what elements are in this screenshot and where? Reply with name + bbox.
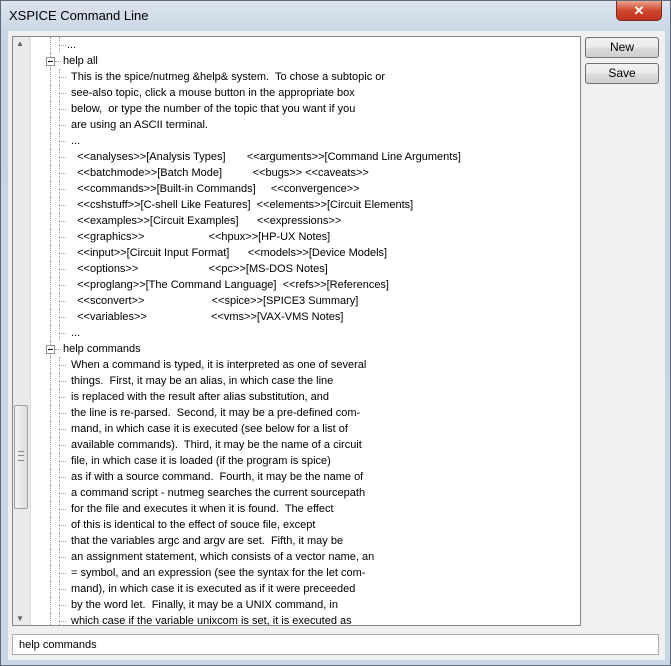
tree-connector (59, 45, 66, 46)
tree-connector (59, 365, 66, 366)
tree-leaf[interactable] (31, 117, 579, 133)
tree-connector (50, 325, 51, 341)
tree-connector (59, 573, 66, 574)
tree-connector (59, 221, 66, 222)
tree-connector (50, 501, 51, 517)
tree-connector (50, 469, 51, 485)
tree-connector (59, 461, 66, 462)
tree-leaf[interactable] (31, 421, 579, 437)
tree-connector (59, 189, 66, 190)
tree-connector (50, 117, 51, 133)
tree-connector (59, 589, 66, 590)
scroll-up-icon[interactable]: ▲ (16, 39, 24, 48)
tree-connector (59, 477, 66, 478)
leaf-text: things. First, it may be an alias, in which case the line (71, 375, 334, 387)
tree-leaf[interactable] (31, 37, 579, 53)
leaf-text: ... (71, 327, 81, 339)
tree-connector (50, 517, 51, 533)
tree-connector (59, 429, 66, 430)
tree-connector (50, 69, 51, 85)
tree-connector (50, 405, 51, 421)
command-input[interactable] (12, 634, 659, 655)
tree-connector (55, 349, 61, 350)
leaf-text: ... (71, 135, 81, 147)
tree-leaf[interactable] (31, 245, 579, 261)
tree-leaf[interactable] (31, 149, 579, 165)
tree-connector (50, 149, 51, 165)
leaf-text: <<options>> <<pc>>[MS-DOS Notes] (71, 263, 328, 275)
leaf-text: are using an ASCII terminal. (71, 119, 208, 131)
tree-connector (59, 93, 66, 94)
tree-connector (59, 77, 66, 78)
tree-leaf[interactable] (31, 469, 579, 485)
leaf-text: which case if the variable unixcom is set, it is executed as (71, 615, 352, 626)
tree-connector (50, 485, 51, 501)
tree-connector (59, 237, 66, 238)
tree-leaf[interactable] (31, 453, 579, 469)
leaf-text: of this is identical to the effect of souce file, except (71, 519, 316, 531)
tree-connector (50, 85, 51, 101)
tree-connector (50, 389, 51, 405)
tree-connector (50, 229, 51, 245)
tree-leaf[interactable] (31, 293, 579, 309)
tree-leaf[interactable] (31, 261, 579, 277)
tree-leaf[interactable] (31, 373, 579, 389)
collapse-icon[interactable] (46, 345, 55, 354)
tree-leaf[interactable] (31, 197, 579, 213)
tree-connector (59, 381, 66, 382)
node-label: help all (63, 55, 98, 67)
collapse-icon[interactable] (46, 57, 55, 66)
tree-connector (50, 293, 51, 309)
tree-connector (50, 565, 51, 581)
tree-connector (50, 533, 51, 549)
tree-leaf[interactable] (31, 101, 579, 117)
leaf-text: <<proglang>>[The Command Language] <<refs>>[References] (71, 279, 389, 291)
tree-connector (50, 133, 51, 149)
leaf-text: <<input>>[Circuit Input Format] <<models>>[Device Models] (71, 247, 388, 259)
tree-leaf[interactable] (31, 613, 579, 626)
tree-connector (50, 165, 51, 181)
tree-connector (50, 581, 51, 597)
tree-leaf[interactable] (31, 85, 579, 101)
tree-leaf[interactable] (31, 597, 579, 613)
leaf-text: is replaced with the result after alias substitution, and (71, 391, 330, 403)
tree-connector (50, 197, 51, 213)
tree-leaf[interactable] (31, 325, 579, 341)
tree-connector (59, 509, 66, 510)
leaf-text: mand, in which case it is executed (see below for a list of (71, 423, 348, 435)
leaf-text: <<cshstuff>>[C-shell Like Features] <<elements>>[Circuit Elements] (71, 199, 414, 211)
tree-connector (50, 245, 51, 261)
tree-connector (59, 109, 66, 110)
tree-connector (50, 613, 51, 626)
tree-node[interactable] (31, 53, 579, 69)
tree-connector (50, 37, 51, 53)
leaf-text: <<batchmode>>[Batch Mode] <<bugs>> <<caveats>> (71, 167, 369, 179)
tree-leaf[interactable] (31, 69, 579, 85)
tree-connector (59, 557, 66, 558)
tree-connector (59, 285, 66, 286)
leaf-text: available commands). Third, it may be the name of a circuit (71, 439, 362, 451)
tree-connector (50, 421, 51, 437)
tree-leaf[interactable] (31, 229, 579, 245)
grip-icon (18, 451, 24, 461)
tree-connector (50, 373, 51, 389)
tree-leaf[interactable] (31, 389, 579, 405)
tree-connector (59, 157, 66, 158)
tree-connector (59, 253, 66, 254)
window-title: XSPICE Command Line (9, 8, 149, 23)
tree-connector (50, 549, 51, 565)
tree-connector (59, 141, 66, 142)
tree-connector (50, 437, 51, 453)
tree-connector (59, 301, 66, 302)
tree-connector (59, 541, 66, 542)
tree-leaf[interactable] (31, 181, 579, 197)
tree-leaf[interactable] (31, 277, 579, 293)
tree-connector (59, 525, 66, 526)
leaf-text: mand), in which case it is executed as if it were preceeded (71, 583, 356, 595)
node-label: help commands (63, 343, 141, 355)
tree-connector (59, 493, 66, 494)
tree-leaf[interactable] (31, 357, 579, 373)
leaf-text: ... (67, 39, 77, 51)
leaf-text: that the variables argc and argv are set. Fifth, it may be (71, 535, 344, 547)
tree-leaf[interactable] (31, 549, 579, 565)
leaf-text: When a command is typed, it is interpreted as one of several (71, 359, 367, 371)
tree-connector (59, 205, 66, 206)
tree-connector (50, 597, 51, 613)
leaf-text: <<variables>> <<vms>>[VAX-VMS Notes] (71, 311, 344, 323)
tree-connector (59, 333, 66, 334)
tree-lines (31, 37, 579, 626)
leaf-text: an assignment statement, which consists of a vector name, an (71, 551, 375, 563)
tree-leaf[interactable] (31, 565, 579, 581)
leaf-text: This is the spice/nutmeg &help& system. To chose a subtopic or (71, 71, 386, 83)
client-area (8, 31, 665, 660)
leaf-text: below, or type the number of the topic that you want if you (71, 103, 356, 115)
close-button[interactable] (616, 1, 662, 21)
tree-leaf[interactable] (31, 133, 579, 149)
tree-leaf[interactable] (31, 533, 579, 549)
tree-connector (59, 613, 60, 626)
tree-leaf[interactable] (31, 213, 579, 229)
leaf-text: the line is re-parsed. Second, it may be a pre-defined com- (71, 407, 361, 419)
tree-connector (50, 277, 51, 293)
vertical-scrollbar[interactable] (13, 37, 31, 625)
tree-connector (59, 621, 66, 622)
tree-leaf[interactable] (31, 517, 579, 533)
tree-connector (59, 125, 66, 126)
leaf-text: <<sconvert>> <<spice>>[SPICE3 Summary] (71, 295, 359, 307)
leaf-text: for the file and executes it when it is found. The effect (71, 503, 334, 515)
tree-connector (50, 309, 51, 325)
tree-connector (59, 173, 66, 174)
tree-connector (50, 101, 51, 117)
leaf-text: as if with a source command. Fourth, it may be the name of (71, 471, 364, 483)
tree-connector (50, 453, 51, 469)
scroll-down-icon[interactable]: ▼ (16, 614, 24, 623)
leaf-text: <<examples>>[Circuit Examples] <<expressions>> (71, 215, 342, 227)
tree-connector (59, 445, 66, 446)
leaf-text: a command script - nutmeg searches the current sourcepath (71, 487, 366, 499)
tree-leaf[interactable] (31, 309, 579, 325)
save-button[interactable]: Save (585, 63, 659, 84)
tree-connector (55, 61, 61, 62)
tree-leaf[interactable] (31, 437, 579, 453)
tree-leaf[interactable] (31, 581, 579, 597)
leaf-text: = symbol, and an expression (see the syntax for the let com- (71, 567, 366, 579)
tree-node[interactable] (31, 341, 579, 357)
leaf-text: by the word let. Finally, it may be a UNIX command, in (71, 599, 338, 611)
leaf-text: file, in which case it is loaded (if the program is spice) (71, 455, 331, 467)
tree-connector (59, 397, 66, 398)
tree-connector (50, 357, 51, 373)
tree-leaf[interactable] (31, 165, 579, 181)
leaf-text: see-also topic, click a mouse button in the appropriate box (71, 87, 355, 99)
tree-connector (50, 261, 51, 277)
new-button[interactable]: New (585, 37, 659, 58)
title-bar[interactable] (1, 1, 670, 31)
leaf-text: <<graphics>> <<hpux>>[HP-UX Notes] (71, 231, 331, 243)
tree-leaf[interactable] (31, 485, 579, 501)
tree-leaf[interactable] (31, 501, 579, 517)
help-tree-view[interactable] (12, 36, 581, 626)
tree-connector (59, 269, 66, 270)
tree-connector (59, 317, 66, 318)
tree-connector (59, 605, 66, 606)
leaf-text: <<analyses>>[Analysis Types] <<arguments>>[Command Line Arguments] (71, 151, 461, 163)
tree-connector (59, 413, 66, 414)
tree-connector (50, 181, 51, 197)
scrollbar-thumb[interactable] (14, 405, 28, 509)
tree-connector (50, 213, 51, 229)
tree-leaf[interactable] (31, 405, 579, 421)
leaf-text: <<commands>>[Built-in Commands] <<convergence>> (71, 183, 360, 195)
close-icon: ✕ (633, 3, 645, 18)
